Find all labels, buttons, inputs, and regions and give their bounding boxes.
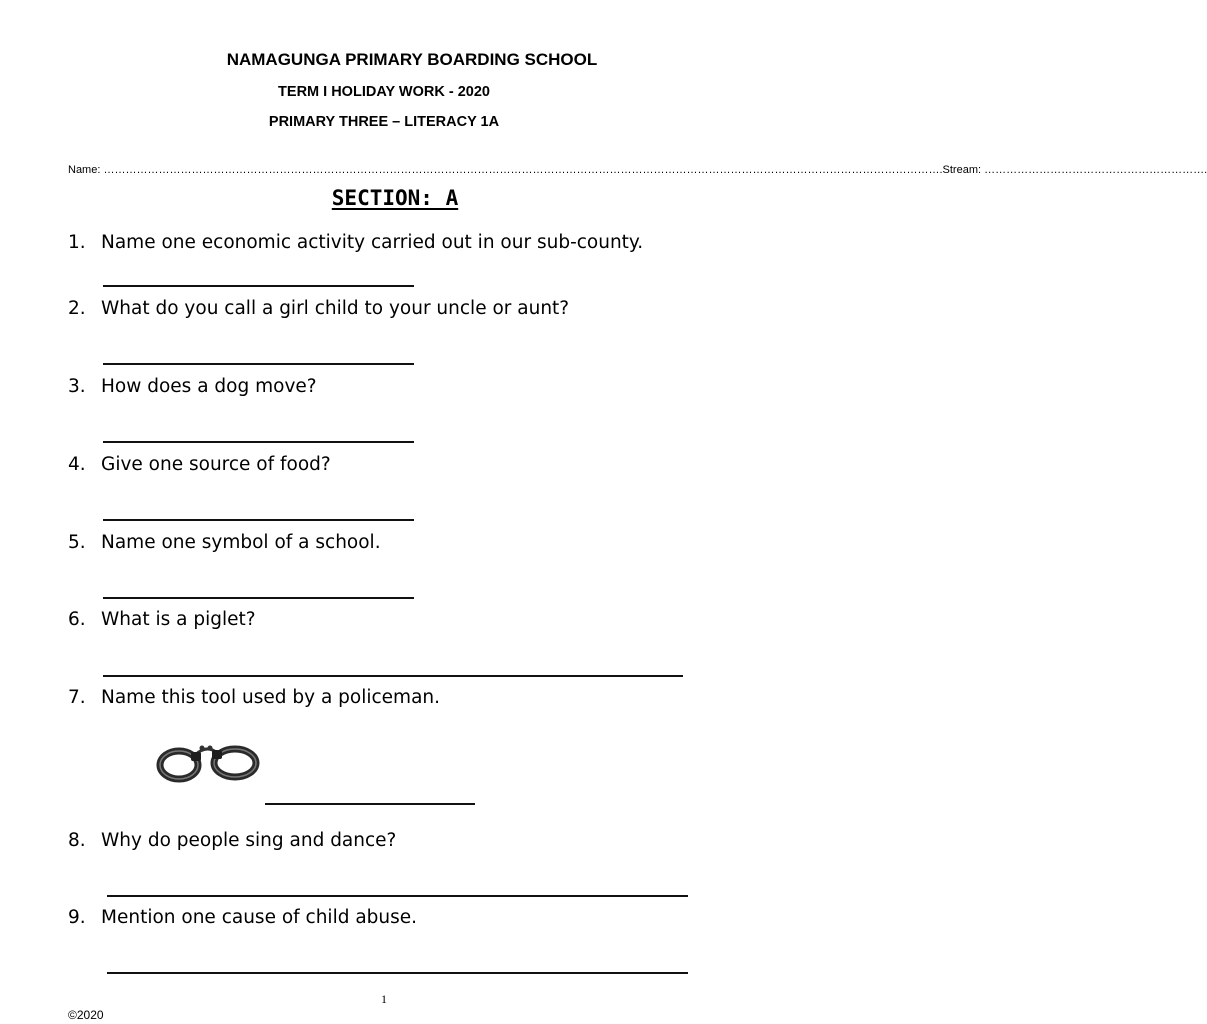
question-4: [68, 454, 331, 475]
question-number: 3.: [68, 376, 86, 397]
question-2: [68, 298, 569, 319]
question-number: 1.: [68, 232, 86, 253]
question-7: [68, 687, 440, 708]
school-name: NAMAGUNGA PRIMARY BOARDING SCHOOL: [226, 50, 598, 69]
question-1: [68, 232, 643, 253]
class-subject: PRIMARY THREE – LITERACY 1A: [268, 114, 500, 130]
question-number: 8.: [68, 830, 86, 851]
question-text: Give one source of food?: [101, 454, 331, 475]
question-number: 5.: [68, 532, 86, 553]
question-3: [68, 376, 317, 397]
stream-label: Stream:: [942, 164, 982, 176]
question-number: 4.: [68, 454, 86, 475]
question-8: [68, 830, 396, 851]
answer-line-8[interactable]: [107, 895, 688, 897]
answer-line-5[interactable]: [103, 597, 414, 599]
handcuffs-icon: [155, 740, 261, 784]
answer-line-1[interactable]: [103, 285, 414, 287]
answer-line-4[interactable]: [103, 519, 414, 521]
question-6: [68, 609, 256, 630]
student-info-line: [68, 164, 1207, 176]
question-5: [68, 532, 381, 553]
section-title: SECTION: A: [331, 186, 459, 210]
question-text: Name this tool used by a policeman.: [101, 687, 441, 708]
answer-line-6[interactable]: [103, 675, 683, 677]
answer-line-9[interactable]: [107, 972, 688, 974]
question-text: What do you call a girl child to your uncle or aunt?: [101, 298, 570, 319]
answer-line-7[interactable]: [265, 803, 475, 805]
question-text: How does a dog move?: [101, 376, 317, 397]
question-number: 7.: [68, 687, 86, 708]
answer-line-3[interactable]: [103, 441, 414, 443]
question-text: Why do people sing and dance?: [101, 830, 397, 851]
term-title: TERM I HOLIDAY WORK - 2020: [278, 84, 490, 100]
copyright: ©2020: [68, 1008, 104, 1022]
name-label: Name:: [68, 164, 101, 176]
question-text: Mention one cause of child abuse.: [101, 907, 418, 928]
question-number: 6.: [68, 609, 86, 630]
stream-field[interactable]: …………………………………………………….: [984, 164, 1207, 176]
name-field[interactable]: ………………………………………………………………………………………………………………………………………………………………………………………………………….: [103, 164, 943, 176]
question-text: Name one economic activity carried out in our sub-county.: [101, 232, 644, 253]
question-text: Name one symbol of a school.: [101, 532, 381, 553]
page-number: 1: [381, 992, 387, 1006]
question-9: [68, 907, 417, 928]
question-number: 2.: [68, 298, 86, 319]
answer-line-2[interactable]: [103, 363, 414, 365]
question-text: What is a piglet?: [101, 609, 256, 630]
question-number: 9.: [68, 907, 86, 928]
